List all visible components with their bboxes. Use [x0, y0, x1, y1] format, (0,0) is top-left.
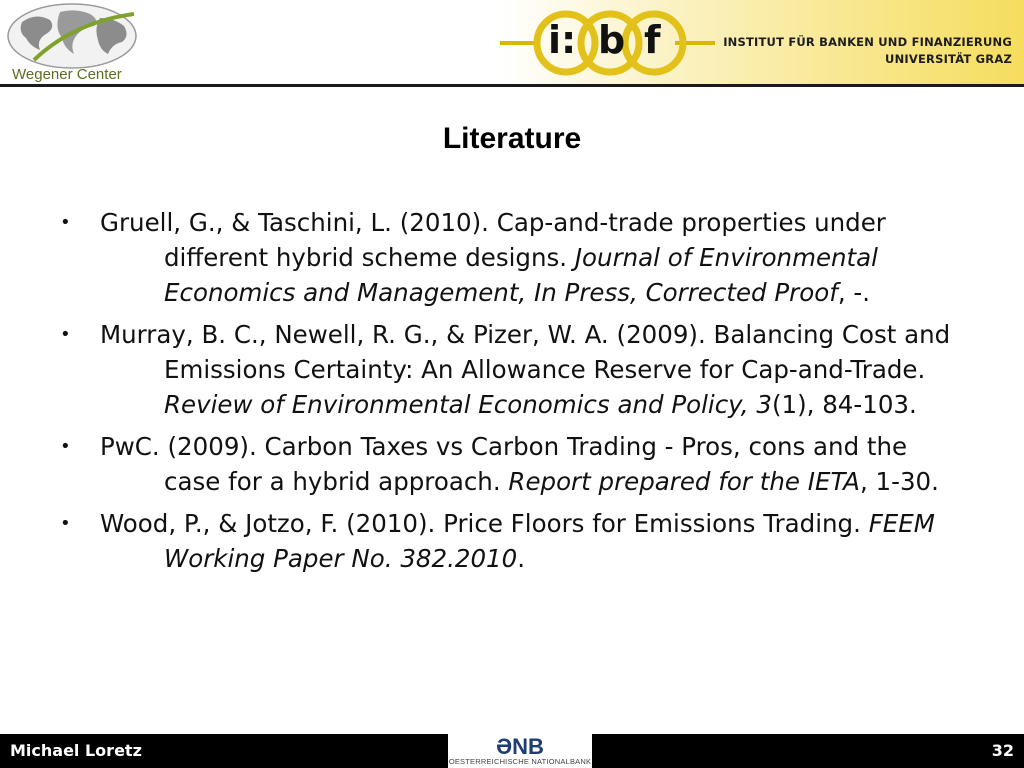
oenb-mark: ƏNB — [496, 734, 544, 759]
bullet-icon: • — [60, 513, 71, 534]
ibf-letter-i: i: — [548, 18, 577, 62]
bullet-icon: • — [60, 324, 71, 345]
institute-name — [723, 34, 1012, 68]
ibf-logo — [500, 6, 715, 78]
reference-item — [60, 205, 960, 310]
globe-icon — [4, 2, 140, 72]
reference-list — [60, 205, 960, 583]
reference-text: Murray, B. C., Newell, R. G., & Pizer, W. A. (2009). Balancing Cost and Emissions Certainty: An Allowance Reserve for Cap-and-Trade. — [100, 320, 951, 384]
author-name: Michael Loretz — [10, 741, 142, 760]
institute-name-line2: UNIVERSITÄT GRAZ — [885, 52, 1012, 66]
reference-text: Wood, P., & Jotzo, F. (2010). Price Floors for Emissions Trading. — [100, 509, 869, 538]
slide-footer — [0, 734, 1024, 768]
page-number: 32 — [991, 741, 1014, 760]
reference-tail: (1), 84-103. — [771, 390, 917, 419]
bullet-icon: • — [60, 212, 71, 233]
reference-item — [60, 429, 960, 499]
wegener-center-logo — [4, 2, 140, 84]
ibf-letter-f: f — [644, 18, 661, 62]
reference-item — [60, 506, 960, 576]
reference-item — [60, 317, 960, 422]
page-title: Literature — [442, 122, 582, 155]
reference-source: Report prepared for the IETA — [508, 467, 860, 496]
reference-text: PwC. (2009). Carbon Taxes vs Carbon Trading - Pros, cons and the case for a hybrid approach. — [100, 432, 908, 496]
reference-source: Review of Environmental Economics and Policy, 3 — [164, 390, 772, 419]
oenb-logo — [448, 734, 592, 768]
oenb-name: OESTERREICHISCHE NATIONALBANK — [448, 757, 592, 766]
reference-tail: , -. — [837, 278, 871, 307]
bullet-icon: • — [60, 436, 71, 457]
reference-source: Journal of Environmental Economics and Management, In Press, Corrected Proof — [164, 243, 878, 307]
institute-name-line1: INSTITUT FÜR BANKEN UND FINANZIERUNG — [723, 35, 1012, 49]
reference-source: FEEM Working Paper No. 382.2010 — [164, 509, 935, 573]
ibf-letter-b: b — [598, 18, 626, 62]
wegener-center-label: Wegener Center — [12, 66, 122, 83]
header-divider — [0, 84, 1024, 87]
reference-tail: . — [517, 544, 526, 573]
reference-tail: , 1-30. — [859, 467, 939, 496]
reference-text: Gruell, G., & Taschini, L. (2010). Cap-and-trade properties under different hybrid scheme designs. — [100, 208, 886, 272]
slide-header — [0, 0, 1024, 86]
